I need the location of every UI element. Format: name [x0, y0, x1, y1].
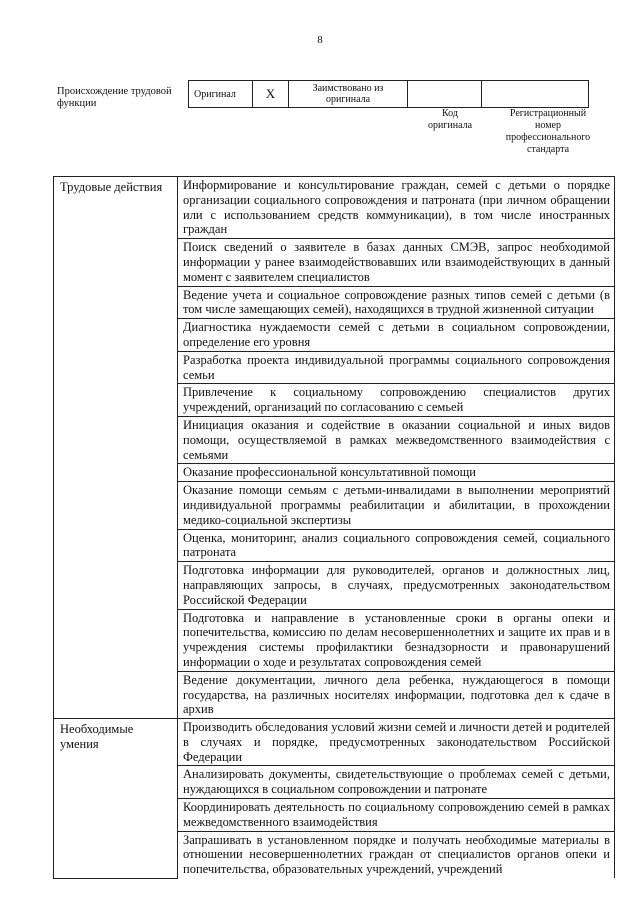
list-item: Привлечение к социальному сопровождению специалистов других учреждений, организаций по согласованию с семьей: [178, 384, 615, 417]
code-caption: Код оригинала: [427, 108, 473, 131]
list-item: Ведение документации, личного дела ребенка, нуждающегося в помощи государства, на различных носителях информации, подготовка дел к сдаче в архив: [178, 671, 615, 718]
list-item: Инициация оказания и содействие в оказании социальной и иных видов помощи, осуществляемой в рамках межведомственного взаимодействия с семьями: [178, 416, 615, 463]
labor-function-table: [53, 176, 615, 879]
list-item: Ведение учета и социальное сопровождение разных типов семей с детьми (в том числе замещающих семей), находящихся в трудной жизненной ситуации: [178, 286, 615, 319]
page-number: 8: [317, 34, 323, 46]
list-item: Поиск сведений о заявителе в базах данных СМЭВ, запрос необходимой информации у ранее взаимодействовавших или взаимодействующих в данный момент с заявителем специалистов: [178, 239, 615, 286]
original-code-cell: [408, 81, 482, 108]
list-item: Запрашивать в установленном порядке и получать необходимые материалы в отношении несовершеннолетних граждан от специалистов органов опеки и попечительства, образовательных учреждений, учреждений: [178, 831, 615, 878]
list-item: Оценка, мониторинг, анализ социального сопровождения семей, социального патроната: [178, 529, 615, 562]
list-item: Подготовка и направление в установленные сроки в органы опеки и попечительства, комиссию по делам несовершеннолетних и защите их прав и в учреждения системы профилактики безнадзорности и правонарушений информации о ходе и результатах сопровождения семей: [178, 609, 615, 671]
registration-caption: Регистрационный номер профессионального стандарта: [505, 108, 591, 155]
borrowed-cell: Заимствовано из оригинала: [289, 81, 408, 108]
labor-actions-label: Трудовые действия: [54, 177, 178, 719]
list-item: Производить обследования условий жизни семей и личности детей и родителей в случаях и порядке, предусмотренных законодательством Российской Федерации: [178, 719, 615, 766]
original-mark: X: [253, 81, 289, 108]
list-item: Информирование и консультирование граждан, семей с детьми о порядке организации социального сопровождения и патроната (при личном обращении или с использованием средств коммуникации), в том числе иностранных граждан: [178, 177, 615, 239]
origin-label: Происхождение трудовой функции: [57, 86, 172, 109]
original-cell: Оригинал: [189, 81, 253, 108]
list-item: Оказание помощи семьям с детьми-инвалидами в выполнении мероприятий индивидуальной программы реабилитации и абилитации, в прохождении медико-социальной экспертизы: [178, 482, 615, 529]
list-item: Диагностика нуждаемости семей с детьми в социальном сопровождении, определение его уровня: [178, 319, 615, 352]
list-item: Разработка проекта индивидуальной программы социального сопровождения семьи: [178, 351, 615, 384]
registration-number-cell: [482, 81, 589, 108]
origin-table: [188, 80, 589, 108]
list-item: Анализировать документы, свидетельствующие о проблемах семей с детьми, нуждающихся в социальном сопровождении и патронате: [178, 766, 615, 799]
list-item: Оказание профессиональной консультативной помощи: [178, 464, 615, 482]
table-row: [54, 719, 615, 766]
list-item: Координировать деятельность по социальному сопровождению семей в рамках межведомственного взаимодействия: [178, 799, 615, 832]
list-item: Подготовка информации для руководителей, органов и должностных лиц, направляющих запросы, в случаях, предусмотренных законодательством Российской Федерации: [178, 562, 615, 609]
skills-label: Необходимые умения: [54, 719, 178, 878]
table-row: [54, 177, 615, 239]
